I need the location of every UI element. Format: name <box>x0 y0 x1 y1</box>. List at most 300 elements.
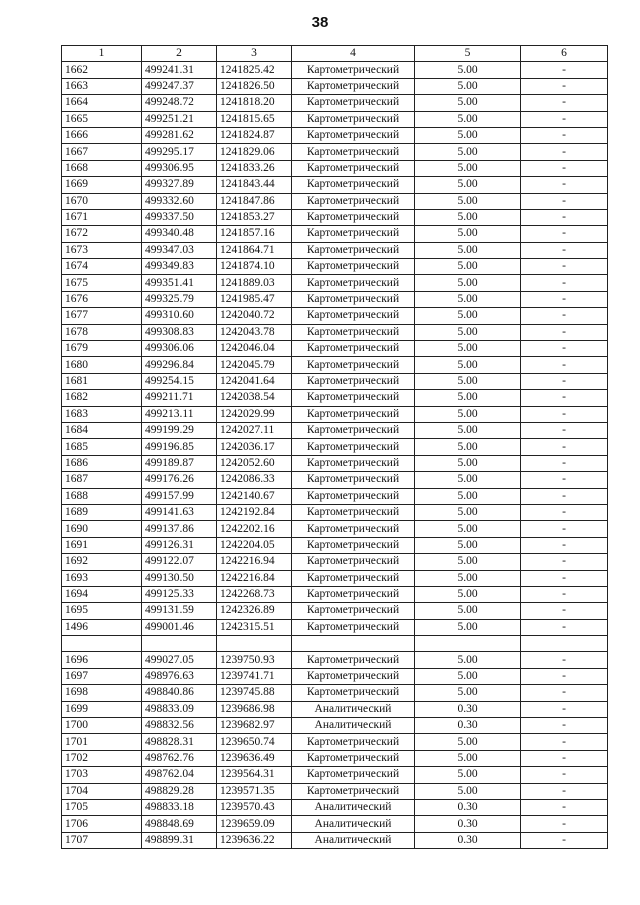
header-cell: 4 <box>292 46 415 62</box>
x-coordinate-cell: 499254.15 <box>142 373 217 389</box>
table-row <box>62 341 608 357</box>
x-coordinate-cell: 499248.72 <box>142 95 217 111</box>
accuracy-cell: 5.00 <box>415 734 521 750</box>
y-coordinate-cell: 1242140.67 <box>217 488 292 504</box>
note-cell: - <box>521 521 608 537</box>
accuracy-cell: 5.00 <box>415 685 521 701</box>
method-cell: Картометрический <box>292 78 415 94</box>
point-number-cell: 1674 <box>62 259 142 275</box>
point-number-cell: 1677 <box>62 308 142 324</box>
x-coordinate-cell: 498828.31 <box>142 734 217 750</box>
point-number-cell: 1681 <box>62 373 142 389</box>
method-cell: Картометрический <box>292 275 415 291</box>
method-cell: Картометрический <box>292 783 415 799</box>
accuracy-cell: 5.00 <box>415 308 521 324</box>
point-number-cell: 1682 <box>62 390 142 406</box>
y-coordinate-cell: 1242216.94 <box>217 554 292 570</box>
y-coordinate-cell: 1242029.99 <box>217 406 292 422</box>
method-cell: Картометрический <box>292 668 415 684</box>
table-row <box>62 160 608 176</box>
method-cell: Картометрический <box>292 357 415 373</box>
accuracy-cell: 5.00 <box>415 242 521 258</box>
note-cell: - <box>521 422 608 438</box>
y-coordinate-cell: 1242202.16 <box>217 521 292 537</box>
accuracy-cell: 5.00 <box>415 603 521 619</box>
x-coordinate-cell: 499211.71 <box>142 390 217 406</box>
table-row <box>62 275 608 291</box>
method-cell: Картометрический <box>292 324 415 340</box>
method-cell: Картометрический <box>292 111 415 127</box>
table-row <box>62 586 608 602</box>
accuracy-cell: 5.00 <box>415 668 521 684</box>
note-cell: - <box>521 668 608 684</box>
method-cell: Картометрический <box>292 685 415 701</box>
accuracy-cell: 5.00 <box>415 193 521 209</box>
accuracy-cell: 5.00 <box>415 177 521 193</box>
note-cell: - <box>521 701 608 717</box>
point-number-cell: 1706 <box>62 816 142 832</box>
x-coordinate-cell: 498899.31 <box>142 832 217 848</box>
x-coordinate-cell: 499241.31 <box>142 62 217 78</box>
accuracy-cell: 5.00 <box>415 275 521 291</box>
point-number-cell: 1707 <box>62 832 142 848</box>
x-coordinate-cell: 498840.86 <box>142 685 217 701</box>
y-coordinate-cell: 1242192.84 <box>217 504 292 520</box>
method-cell: Картометрический <box>292 619 415 635</box>
method-cell: Картометрический <box>292 291 415 307</box>
accuracy-cell: 5.00 <box>415 127 521 143</box>
accuracy-cell: 0.30 <box>415 799 521 815</box>
point-number-cell: 1699 <box>62 701 142 717</box>
point-number-cell: 1669 <box>62 177 142 193</box>
note-cell: - <box>521 193 608 209</box>
point-number-cell: 1680 <box>62 357 142 373</box>
method-cell: Картометрический <box>292 390 415 406</box>
note-cell: - <box>521 308 608 324</box>
point-number-cell: 1678 <box>62 324 142 340</box>
y-coordinate-cell: 1242326.89 <box>217 603 292 619</box>
accuracy-cell: 5.00 <box>415 226 521 242</box>
method-cell: Картометрический <box>292 750 415 766</box>
y-coordinate-cell: 1239659.09 <box>217 816 292 832</box>
point-number-cell: 1689 <box>62 504 142 520</box>
x-coordinate-cell: 499310.60 <box>142 308 217 324</box>
method-cell: Картометрический <box>292 127 415 143</box>
method-cell: Картометрический <box>292 259 415 275</box>
accuracy-cell: 5.00 <box>415 521 521 537</box>
note-cell: - <box>521 160 608 176</box>
x-coordinate-cell: 499281.62 <box>142 127 217 143</box>
point-number-cell: 1676 <box>62 291 142 307</box>
method-cell: Аналитический <box>292 832 415 848</box>
note-cell: - <box>521 275 608 291</box>
x-coordinate-cell: 499189.87 <box>142 455 217 471</box>
accuracy-cell: 5.00 <box>415 390 521 406</box>
accuracy-cell: 5.00 <box>415 570 521 586</box>
table-row <box>62 488 608 504</box>
y-coordinate-cell: 1239745.88 <box>217 685 292 701</box>
method-cell: Картометрический <box>292 177 415 193</box>
header-row <box>62 46 608 62</box>
accuracy-cell: 5.00 <box>415 259 521 275</box>
point-number-cell: 1664 <box>62 95 142 111</box>
note-cell: - <box>521 177 608 193</box>
x-coordinate-cell: 499125.33 <box>142 586 217 602</box>
y-coordinate-cell: 1239571.35 <box>217 783 292 799</box>
note-cell: - <box>521 111 608 127</box>
y-coordinate-cell: 1239686.98 <box>217 701 292 717</box>
accuracy-cell <box>415 636 521 652</box>
y-coordinate-cell: 1241857.16 <box>217 226 292 242</box>
accuracy-cell: 5.00 <box>415 160 521 176</box>
header-cell: 1 <box>62 46 142 62</box>
point-number-cell: 1683 <box>62 406 142 422</box>
point-number-cell: 1690 <box>62 521 142 537</box>
x-coordinate-cell: 499196.85 <box>142 439 217 455</box>
table-row <box>62 537 608 553</box>
accuracy-cell: 5.00 <box>415 209 521 225</box>
y-coordinate-cell: 1239570.43 <box>217 799 292 815</box>
note-cell: - <box>521 537 608 553</box>
method-cell: Картометрический <box>292 652 415 668</box>
method-cell: Картометрический <box>292 554 415 570</box>
x-coordinate-cell: 499308.83 <box>142 324 217 340</box>
y-coordinate-cell: 1241864.71 <box>217 242 292 258</box>
method-cell: Картометрический <box>292 308 415 324</box>
y-coordinate-cell: 1239650.74 <box>217 734 292 750</box>
table-row <box>62 406 608 422</box>
note-cell: - <box>521 832 608 848</box>
note-cell: - <box>521 439 608 455</box>
point-number-cell: 1697 <box>62 668 142 684</box>
x-coordinate-cell: 499296.84 <box>142 357 217 373</box>
y-coordinate-cell: 1242052.60 <box>217 455 292 471</box>
y-coordinate-cell: 1241853.27 <box>217 209 292 225</box>
x-coordinate-cell: 498976.63 <box>142 668 217 684</box>
table-row <box>62 636 608 652</box>
accuracy-cell: 5.00 <box>415 422 521 438</box>
note-cell: - <box>521 767 608 783</box>
x-coordinate-cell: 498833.18 <box>142 799 217 815</box>
y-coordinate-cell: 1242027.11 <box>217 422 292 438</box>
y-coordinate-cell: 1241889.03 <box>217 275 292 291</box>
table-row <box>62 390 608 406</box>
x-coordinate-cell: 499327.89 <box>142 177 217 193</box>
x-coordinate-cell: 498762.04 <box>142 767 217 783</box>
x-coordinate-cell: 499332.60 <box>142 193 217 209</box>
note-cell: - <box>521 78 608 94</box>
table-row <box>62 422 608 438</box>
point-number-cell <box>62 636 142 652</box>
y-coordinate-cell: 1242036.17 <box>217 439 292 455</box>
note-cell: - <box>521 324 608 340</box>
table-row <box>62 127 608 143</box>
table-row <box>62 685 608 701</box>
table-row <box>62 226 608 242</box>
y-coordinate-cell <box>217 636 292 652</box>
note-cell: - <box>521 144 608 160</box>
accuracy-cell: 0.30 <box>415 718 521 734</box>
y-coordinate-cell: 1242315.51 <box>217 619 292 635</box>
accuracy-cell: 5.00 <box>415 406 521 422</box>
page-number: 38 <box>311 14 329 31</box>
note-cell: - <box>521 488 608 504</box>
y-coordinate-cell: 1241818.20 <box>217 95 292 111</box>
x-coordinate-cell: 499247.37 <box>142 78 217 94</box>
table-row <box>62 455 608 471</box>
method-cell: Картометрический <box>292 504 415 520</box>
point-number-cell: 1691 <box>62 537 142 553</box>
point-number-cell: 1694 <box>62 586 142 602</box>
accuracy-cell: 5.00 <box>415 341 521 357</box>
table-row <box>62 668 608 684</box>
note-cell: - <box>521 586 608 602</box>
x-coordinate-cell: 499199.29 <box>142 422 217 438</box>
point-number-cell: 1666 <box>62 127 142 143</box>
x-coordinate-cell: 499131.59 <box>142 603 217 619</box>
accuracy-cell: 0.30 <box>415 832 521 848</box>
point-number-cell: 1684 <box>62 422 142 438</box>
note-cell: - <box>521 718 608 734</box>
header-cell: 2 <box>142 46 217 62</box>
x-coordinate-cell: 499347.03 <box>142 242 217 258</box>
accuracy-cell: 5.00 <box>415 373 521 389</box>
note-cell: - <box>521 95 608 111</box>
table-row <box>62 291 608 307</box>
note-cell: - <box>521 554 608 570</box>
point-number-cell: 1675 <box>62 275 142 291</box>
point-number-cell: 1686 <box>62 455 142 471</box>
y-coordinate-cell: 1242040.72 <box>217 308 292 324</box>
x-coordinate-cell: 499027.05 <box>142 652 217 668</box>
note-cell: - <box>521 291 608 307</box>
y-coordinate-cell: 1242046.04 <box>217 341 292 357</box>
note-cell <box>521 636 608 652</box>
table-row <box>62 734 608 750</box>
x-coordinate-cell: 499122.07 <box>142 554 217 570</box>
table-row <box>62 177 608 193</box>
method-cell: Картометрический <box>292 406 415 422</box>
point-number-cell: 1698 <box>62 685 142 701</box>
y-coordinate-cell: 1242216.84 <box>217 570 292 586</box>
table-row <box>62 259 608 275</box>
note-cell: - <box>521 226 608 242</box>
y-coordinate-cell: 1242268.73 <box>217 586 292 602</box>
point-number-cell: 1693 <box>62 570 142 586</box>
method-cell: Картометрический <box>292 160 415 176</box>
x-coordinate-cell: 499001.46 <box>142 619 217 635</box>
table-row <box>62 373 608 389</box>
table-row <box>62 799 608 815</box>
x-coordinate-cell: 498832.56 <box>142 718 217 734</box>
x-coordinate-cell: 499340.48 <box>142 226 217 242</box>
method-cell: Картометрический <box>292 570 415 586</box>
table-row <box>62 718 608 734</box>
point-number-cell: 1692 <box>62 554 142 570</box>
table-row <box>62 242 608 258</box>
accuracy-cell: 5.00 <box>415 504 521 520</box>
point-number-cell: 1496 <box>62 619 142 635</box>
y-coordinate-cell: 1242086.33 <box>217 472 292 488</box>
x-coordinate-cell: 499306.06 <box>142 341 217 357</box>
point-number-cell: 1685 <box>62 439 142 455</box>
y-coordinate-cell: 1239682.97 <box>217 718 292 734</box>
point-number-cell: 1667 <box>62 144 142 160</box>
method-cell: Картометрический <box>292 603 415 619</box>
method-cell: Картометрический <box>292 422 415 438</box>
x-coordinate-cell: 499213.11 <box>142 406 217 422</box>
header-cell: 5 <box>415 46 521 62</box>
table-row <box>62 324 608 340</box>
accuracy-cell: 5.00 <box>415 586 521 602</box>
note-cell: - <box>521 406 608 422</box>
table-row <box>62 95 608 111</box>
table-row <box>62 652 608 668</box>
method-cell: Картометрический <box>292 734 415 750</box>
method-cell: Картометрический <box>292 767 415 783</box>
method-cell: Картометрический <box>292 226 415 242</box>
accuracy-cell: 5.00 <box>415 537 521 553</box>
header-cell: 3 <box>217 46 292 62</box>
method-cell: Аналитический <box>292 718 415 734</box>
table-row <box>62 619 608 635</box>
x-coordinate-cell: 498848.69 <box>142 816 217 832</box>
note-cell: - <box>521 127 608 143</box>
accuracy-cell: 5.00 <box>415 95 521 111</box>
table-row <box>62 570 608 586</box>
accuracy-cell: 5.00 <box>415 62 521 78</box>
method-cell <box>292 636 415 652</box>
x-coordinate-cell: 499141.63 <box>142 504 217 520</box>
method-cell: Картометрический <box>292 455 415 471</box>
accuracy-cell: 5.00 <box>415 488 521 504</box>
method-cell: Картометрический <box>292 472 415 488</box>
accuracy-cell: 5.00 <box>415 78 521 94</box>
table-row <box>62 521 608 537</box>
table-row <box>62 767 608 783</box>
x-coordinate-cell: 499337.50 <box>142 209 217 225</box>
x-coordinate-cell: 499295.17 <box>142 144 217 160</box>
y-coordinate-cell: 1241833.26 <box>217 160 292 176</box>
table-row <box>62 554 608 570</box>
table-row <box>62 193 608 209</box>
note-cell: - <box>521 259 608 275</box>
note-cell: - <box>521 472 608 488</box>
table-row <box>62 783 608 799</box>
table-row <box>62 750 608 766</box>
point-number-cell: 1679 <box>62 341 142 357</box>
table-row <box>62 472 608 488</box>
y-coordinate-cell: 1239564.31 <box>217 767 292 783</box>
method-cell: Картометрический <box>292 62 415 78</box>
point-number-cell: 1701 <box>62 734 142 750</box>
method-cell: Аналитический <box>292 701 415 717</box>
point-number-cell: 1705 <box>62 799 142 815</box>
table-row <box>62 209 608 225</box>
point-number-cell: 1688 <box>62 488 142 504</box>
y-coordinate-cell: 1239636.22 <box>217 832 292 848</box>
table-body <box>62 62 608 849</box>
method-cell: Картометрический <box>292 144 415 160</box>
table-row <box>62 62 608 78</box>
y-coordinate-cell: 1239636.49 <box>217 750 292 766</box>
note-cell: - <box>521 455 608 471</box>
x-coordinate-cell: 499325.79 <box>142 291 217 307</box>
accuracy-cell: 5.00 <box>415 357 521 373</box>
accuracy-cell: 5.00 <box>415 619 521 635</box>
y-coordinate-cell: 1241826.50 <box>217 78 292 94</box>
point-number-cell: 1671 <box>62 209 142 225</box>
method-cell: Картометрический <box>292 537 415 553</box>
table-row <box>62 816 608 832</box>
point-number-cell: 1696 <box>62 652 142 668</box>
accuracy-cell: 5.00 <box>415 750 521 766</box>
x-coordinate-cell: 499137.86 <box>142 521 217 537</box>
accuracy-cell: 5.00 <box>415 554 521 570</box>
y-coordinate-cell: 1242045.79 <box>217 357 292 373</box>
y-coordinate-cell: 1241824.87 <box>217 127 292 143</box>
note-cell: - <box>521 62 608 78</box>
table-row <box>62 308 608 324</box>
method-cell: Картометрический <box>292 341 415 357</box>
table-row <box>62 832 608 848</box>
note-cell: - <box>521 734 608 750</box>
note-cell: - <box>521 390 608 406</box>
point-number-cell: 1703 <box>62 767 142 783</box>
x-coordinate-cell: 498833.09 <box>142 701 217 717</box>
x-coordinate-cell <box>142 636 217 652</box>
note-cell: - <box>521 373 608 389</box>
header-cell: 6 <box>521 46 608 62</box>
point-number-cell: 1673 <box>62 242 142 258</box>
accuracy-cell: 5.00 <box>415 455 521 471</box>
method-cell: Картометрический <box>292 586 415 602</box>
method-cell: Картометрический <box>292 95 415 111</box>
point-number-cell: 1704 <box>62 783 142 799</box>
y-coordinate-cell: 1241874.10 <box>217 259 292 275</box>
y-coordinate-cell: 1242204.05 <box>217 537 292 553</box>
accuracy-cell: 5.00 <box>415 652 521 668</box>
y-coordinate-cell: 1242043.78 <box>217 324 292 340</box>
table-row <box>62 603 608 619</box>
note-cell: - <box>521 209 608 225</box>
y-coordinate-cell: 1239741.71 <box>217 668 292 684</box>
point-number-cell: 1702 <box>62 750 142 766</box>
method-cell: Аналитический <box>292 816 415 832</box>
table-row <box>62 504 608 520</box>
table-row <box>62 111 608 127</box>
note-cell: - <box>521 799 608 815</box>
x-coordinate-cell: 499349.83 <box>142 259 217 275</box>
y-coordinate-cell: 1241985.47 <box>217 291 292 307</box>
y-coordinate-cell: 1239750.93 <box>217 652 292 668</box>
point-number-cell: 1663 <box>62 78 142 94</box>
y-coordinate-cell: 1241815.65 <box>217 111 292 127</box>
note-cell: - <box>521 570 608 586</box>
accuracy-cell: 5.00 <box>415 472 521 488</box>
coordinates-table <box>61 45 608 849</box>
point-number-cell: 1700 <box>62 718 142 734</box>
y-coordinate-cell: 1241847.86 <box>217 193 292 209</box>
x-coordinate-cell: 498829.28 <box>142 783 217 799</box>
table-row <box>62 357 608 373</box>
note-cell: - <box>521 619 608 635</box>
accuracy-cell: 0.30 <box>415 816 521 832</box>
accuracy-cell: 5.00 <box>415 144 521 160</box>
point-number-cell: 1662 <box>62 62 142 78</box>
point-number-cell: 1687 <box>62 472 142 488</box>
y-coordinate-cell: 1241843.44 <box>217 177 292 193</box>
